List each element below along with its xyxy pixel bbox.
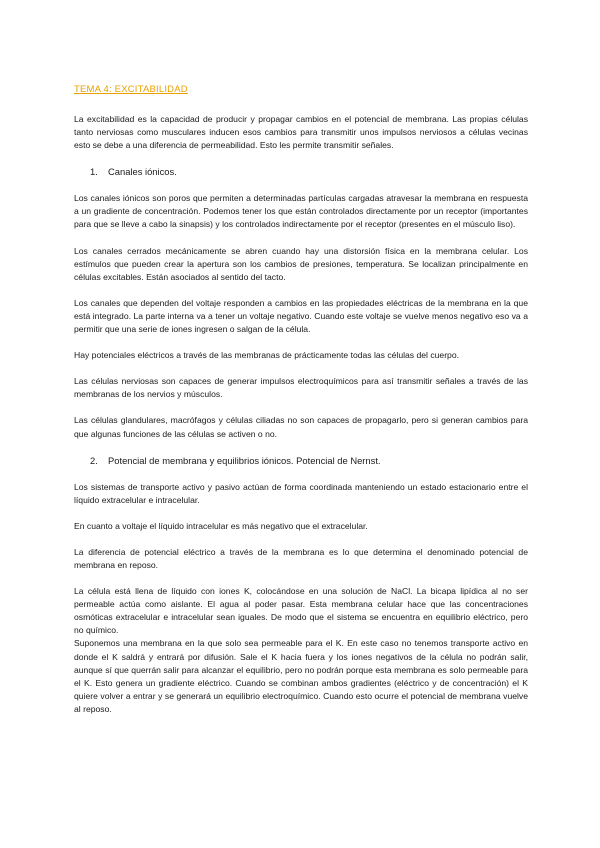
section-title: Potencial de membrana y equilibrios iónicos. Potencial de Nernst. — [108, 454, 381, 466]
intro-paragraph: La excitabilidad es la capacidad de producir y propagar cambios en el potencial de membrana. Las propias células tanto nerviosas como musculares inducen esos cambios para transmitir unos impulsos nerviosos a células vecinas esto se debe a una diferencia de permeabilidad. Esto les permite transmitir señales. — [74, 114, 528, 151]
paragraph: Los sistemas de transporte activo y pasivo actúan de forma coordinada manteniendo un estado estacionario entre el líquido extracelular e intracelular. — [74, 481, 528, 505]
paragraph: La célula está llena de líquido con iones K, colocándose en una solución de NaCl. La bicapa lipídica al no ser permeable actúa como aislante. El agua al poder pasar. Esta membrana celular hace que las concentraciones osmóticas extracelular e intracelular sean iguales. De modo que el sistema se encuentra en equilibrio eléctrico, pero no químico. — [74, 586, 528, 636]
section-number: 2. — [90, 454, 98, 466]
paragraph: Las células glandulares, macrófagos y células ciliadas no son capaces de propagarlo, pero si generan cambios para que algunas funciones de las células se activen o no. — [74, 415, 528, 439]
paragraph: Los canales iónicos son poros que permiten a determinadas partículas cargadas atravesar la membrana en respuesta a un gradiente de concentración. Podemos tener los que están controlados directamente por un receptor (importantes para que se lleve a cabo la sinapsis) y los controlados indirectamente por el receptor (presentes en el músculo liso). — [74, 193, 528, 230]
paragraph: La diferencia de potencial eléctrico a través de la membrana es lo que determina el denominado potencial de membrana en reposo. — [74, 546, 528, 570]
document-title: TEMA 4: EXCITABILIDAD — [74, 84, 188, 95]
paragraph: Los canales que dependen del voltaje responden a cambios en las propiedades eléctricas de la membrana en la que está integrado. La parte interna va a tener un voltaje negativo. Cuando este voltaje se vuelve menos negativo eso va a permitir que una serie de iones ingresen o salgan de la célula. — [74, 297, 528, 335]
paragraph: Hay potenciales eléctricos a través de las membranas de prácticamente todas las células del cuerpo. — [74, 350, 460, 361]
section-number: 1. — [90, 166, 98, 178]
document-page — [74, 84, 528, 729]
paragraph: Suponemos una membrana en la que solo sea permeable para el K. En este caso no tenemos transporte activo en donde el K saldrá y entrará por difusión. Sale el K hacia fuera y los iones negativos de la célula no podrán salir, aunque sí que querrán salir para alcanzar el equilibrio, pero no podrán porque esta membrana es solo permeable para el K. Esto genera un gradiente eléctrico. Cuando se combinan ambos gradientes (eléctrico y de concentración) el K quiere volver a entrar y se generará un equilibrio electroquímico. Cuando esto ocurre el potencial de membrana vuelve al reposo. — [74, 638, 528, 714]
paragraph: Los canales cerrados mecánicamente se abren cuando hay una distorsión física en la membrana celular. Los estímulos que pueden crear la apertura son los cambios de presiones, temperatura. Se localizan principalmente en células excitables. Están asociados al sentido del tacto. — [74, 245, 528, 282]
section-title: Canales iónicos. — [108, 166, 177, 178]
paragraph: Las células nerviosas son capaces de generar impulsos electroquímicos para así transmitir señales a través de las membranas de los nervios y músculos. — [74, 376, 528, 400]
section-heading-potencial — [74, 454, 528, 467]
paragraph: En cuanto a voltaje el líquido intracelular es más negativo que el extracelular. — [74, 520, 368, 531]
section-heading-canales — [74, 165, 528, 178]
